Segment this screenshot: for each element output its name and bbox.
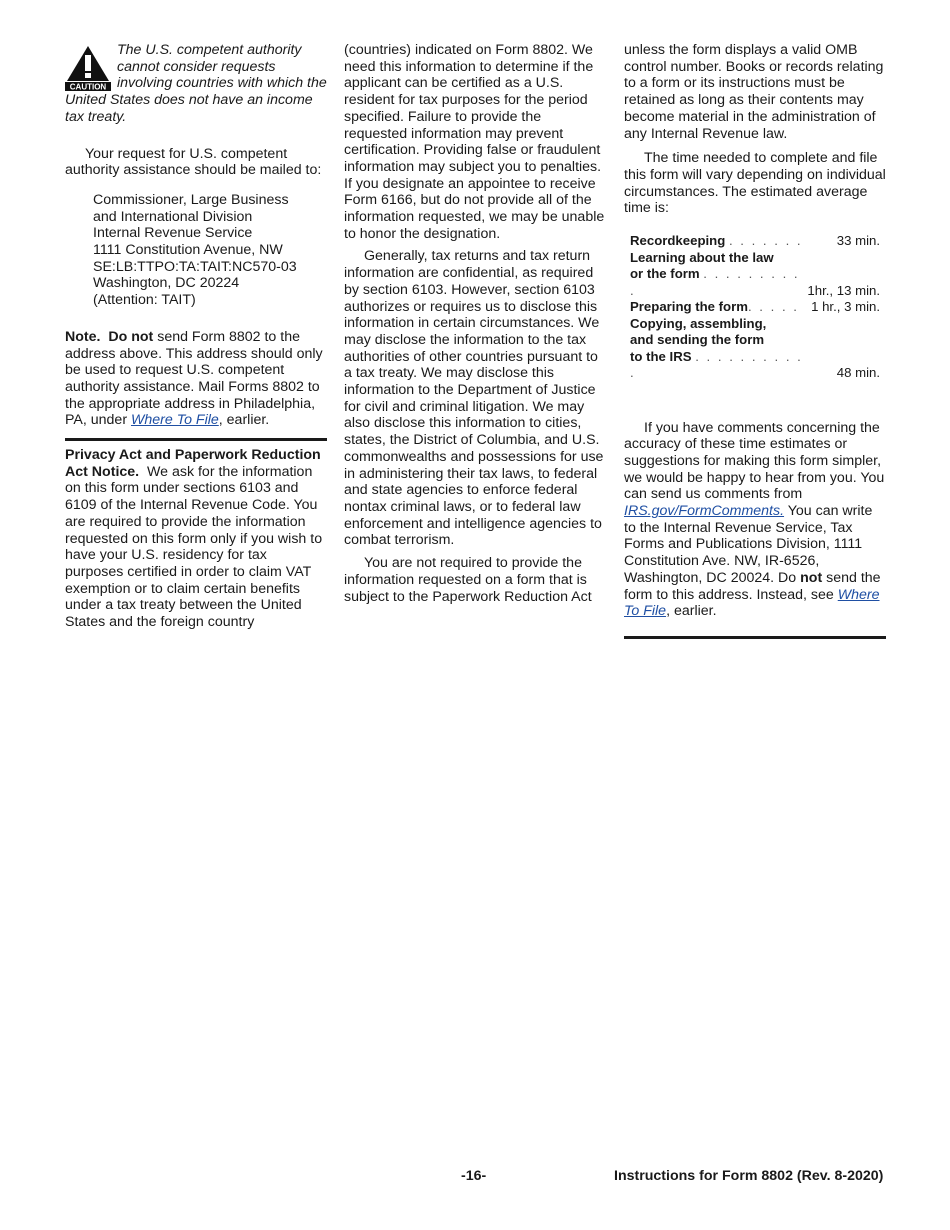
time-label: and sending the form xyxy=(630,332,765,348)
address-line: Commissioner, Large Business xyxy=(93,191,289,208)
caution-icon-label: CAUTION xyxy=(69,82,107,91)
caution-icon xyxy=(65,45,111,91)
time-label: to the IRS xyxy=(630,348,692,364)
table-row: Preparing the form. . . . . 1 hr., 3 min. xyxy=(630,299,880,315)
request-intro: Your request for U.S. competent authority assistance should be mailed to: xyxy=(65,145,322,179)
paragraph: You are not required to provide the information requested on a form that is subject to the Paperwork Reduction Act xyxy=(344,555,592,605)
table-row: or the form . . . . . . . . . . 1hr., 13 min. xyxy=(630,266,880,298)
address-line: Washington, DC 20224 xyxy=(93,275,240,292)
comments-paragraph: If you have comments concerning the accuracy of these time estimates or suggestions for making this form simpler, we would be happy to hear from you. You can send us comments from IRS.gov/FormComments. You can write to the Internal Revenue Service, Tax Forms and Publications Division, 1111 Constitution Ave. NW, IR-6526, Washington, DC 20024. Do not send the form to this address. Instead, see Where To File, earlier. xyxy=(624,419,885,620)
note-do-not: Do not xyxy=(108,328,154,345)
privacy-text: We ask for the information on this form under sections 6103 and 6109 of the Internal Revenue Code. You are required to provide the information requested on this form only if you wish to have your U.S. residency for tax purposes certified in order to claim VAT exemption or to claim certain benefits under a tax treaty between the United States and the foreign country xyxy=(65,463,323,631)
paragraph: Generally, tax returns and tax return information are confidential, as required by section 6103. However, section 6103 authorizes or requires us to disclose this information in certain circumstances. We may disclose the information to the tax authorities of other countries pursuant to a tax treaty. We may disclose this information to the Department of Justice for civil and criminal litigation. We may also disclose this information to cities, states, the District of Columbia, and U.S. commonwealths and possessions for use in administering their tax laws, to federal and state agencies to enforce federal nontax criminal laws, or to federal law enforcement and intelligence agencies to combat terrorism. xyxy=(344,248,604,549)
paragraph: (countries) indicated on Form 8802. We need this information to determine if the applicant can be certified as a U.S. resident for tax purposes for the period specified. Failure to provide the requested information may prevent certification. Providing false or fraudulent information may subject you to penalties. If you designate an appointee to receive Form 6166, but do not provide all of the information requested, we may be unable to honor the designation. xyxy=(344,42,605,242)
section-divider xyxy=(624,636,886,639)
time-label: Recordkeeping xyxy=(630,233,726,249)
note-label: Note. xyxy=(65,328,101,345)
time-value: 1hr., 13 min. xyxy=(807,282,880,298)
where-to-file-link[interactable]: Where To File xyxy=(130,412,219,429)
table-row: to the IRS . . . . . . . . . . . 48 min. xyxy=(630,348,880,381)
section-divider xyxy=(65,438,327,441)
mailing-address xyxy=(93,192,327,309)
note-paragraph xyxy=(65,329,327,429)
address-line: Internal Revenue Service xyxy=(93,225,253,242)
paragraph: The time needed to complete and file this form will vary depending on individual circumstances. The estimated average time is: xyxy=(624,150,886,217)
where-to-file-link[interactable]: Where To File xyxy=(624,586,880,620)
time-label: Copying, assembling, xyxy=(630,315,767,331)
column-1 xyxy=(65,42,327,631)
paragraph: unless the form displays a valid OMB control number. Books or records relating to a form or its instructions must be retained as long as their contents may become material in the administration of any Internal Revenue law. xyxy=(624,42,884,142)
address-line: (Attention: TAIT) xyxy=(93,292,196,309)
document-title: Instructions for Form 8802 (Rev. 8-2020) xyxy=(614,1168,884,1184)
time-estimate-table xyxy=(630,233,880,382)
column-3 xyxy=(624,42,886,639)
privacy-paragraph xyxy=(65,447,327,631)
form-comments-link[interactable]: IRS.gov/FormComments. xyxy=(624,503,785,520)
caution-text: The U.S. competent authority cannot consider requests involving countries with which the United States does not have an income tax treaty. xyxy=(65,42,327,125)
time-value: 33 min. xyxy=(836,233,880,249)
privacy-heading: Privacy Act and Paperwork Reduction Act Notice. xyxy=(65,447,321,480)
page-number: -16- xyxy=(461,1168,487,1184)
table-row xyxy=(630,332,880,349)
time-label: Preparing the form xyxy=(630,299,748,315)
table-row xyxy=(630,316,880,333)
address-line: and International Division xyxy=(93,208,253,225)
note-text-end: , earlier. xyxy=(218,412,270,429)
column-2 xyxy=(344,42,606,605)
note-text: send Form 8802 to the address above. This address should only be used to request U.S. competent authority assistance. Mail Forms 8802 to the appropriate address in Philadelphia, PA, under xyxy=(65,328,323,429)
time-value: 48 min. xyxy=(836,365,880,381)
address-line: 1111 Constitution Avenue, NW xyxy=(93,242,283,259)
time-value: 1 hr., 3 min. xyxy=(811,299,880,315)
time-label: Learning about the law xyxy=(630,249,774,265)
table-row: Recordkeeping . . . . . . . 33 min. xyxy=(630,233,880,249)
address-line: SE:LB:TTPO:TA:TAIT:NC570-03 xyxy=(93,258,297,275)
time-label: or the form xyxy=(630,266,700,282)
caution-block xyxy=(65,42,327,126)
table-row xyxy=(630,250,880,267)
